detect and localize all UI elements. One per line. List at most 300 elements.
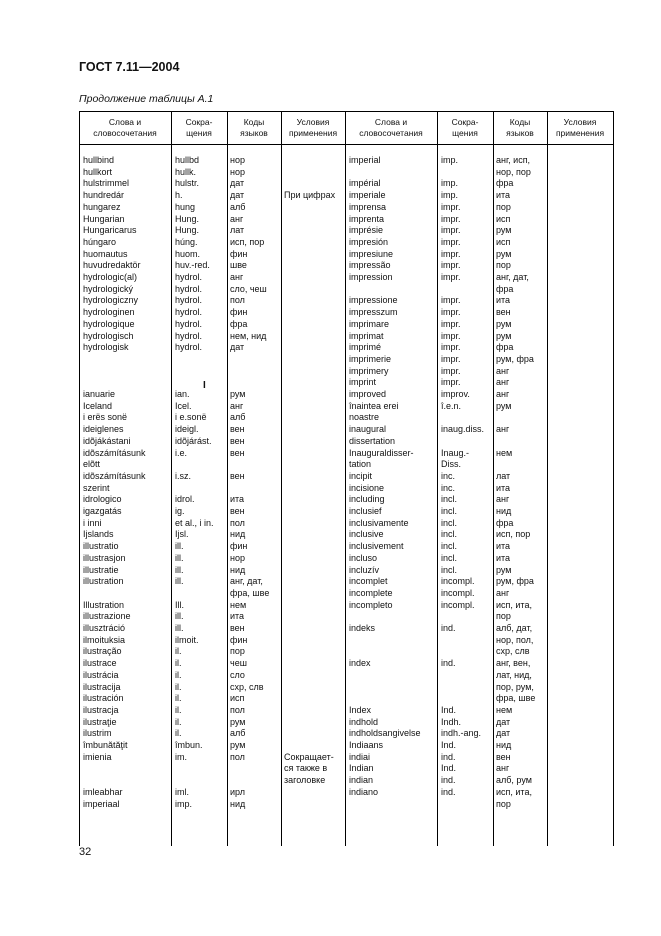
cell-abbreviation: impr.: [441, 260, 461, 271]
cell-language-codes: рум: [496, 564, 512, 575]
cell-word: tation: [349, 459, 372, 470]
cell-abbreviation: hydrol.: [175, 272, 203, 282]
cell-language-codes: исп: [496, 236, 511, 247]
cell-language-codes: дат: [496, 728, 511, 739]
cell-abbreviation: inc.: [441, 470, 456, 481]
cell-word: idõszámításunk: [83, 447, 146, 458]
cell-word: ilustraţie: [83, 716, 117, 727]
cell-word: i erës sonë: [83, 412, 128, 423]
cell-abbreviation: imp.: [175, 798, 193, 809]
cell-word: ilustrim: [83, 728, 112, 739]
cell-word: imprint: [349, 377, 377, 388]
cell-abbreviation: il.: [175, 693, 182, 704]
cell-word: illustrazione: [83, 611, 131, 622]
cell-language-codes: сло, чеш: [230, 283, 267, 294]
cell-word: hungarez: [83, 201, 121, 212]
header-words: Слова и словосочетания: [93, 117, 157, 138]
cell-word: hydrologický: [83, 283, 134, 294]
cell-language-codes: пол: [230, 704, 245, 715]
abbreviations-table: [79, 111, 614, 846]
cell-word: indiano: [349, 786, 379, 797]
cell-abbreviation: im.: [175, 751, 187, 762]
cell-abbreviation: huom.: [175, 248, 201, 259]
cell-language-codes: исп, пор: [230, 236, 265, 247]
cell-word: imprésie: [349, 225, 384, 236]
cell-word: hullbind: [83, 155, 115, 165]
table-caption: Продолжение таблицы А.1: [79, 93, 214, 105]
cell-language-codes: рум: [230, 389, 246, 399]
cell-word: imprimare: [349, 318, 390, 329]
cell-language-codes: нор: [230, 155, 245, 165]
cell-abbreviation: incompl.: [441, 587, 475, 598]
cell-word: Ijslands: [83, 529, 114, 540]
cell-language-codes: исп, пор: [496, 529, 531, 540]
cell-word: impressione: [349, 295, 398, 306]
cell-language-codes: анг: [230, 213, 244, 224]
cell-abbreviation: i e.sonë: [175, 412, 207, 423]
cell-abbreviation: Inaug.-: [441, 447, 470, 458]
cell-word: Hungarian: [83, 213, 125, 224]
cell-word: illustration: [83, 576, 124, 587]
cell-language-codes: фра: [496, 517, 514, 528]
cell-word: hulstrimmel: [83, 178, 130, 189]
cell-language-codes: фин: [230, 248, 248, 259]
cell-language-codes: фра: [496, 283, 514, 294]
cell-word: inclusivement: [349, 541, 404, 552]
cell-word: indeks: [349, 623, 376, 633]
cell-language-codes: рум: [230, 740, 246, 750]
cell-abbreviation: hydrol.: [175, 295, 203, 306]
cell-language-codes: анг, вен,: [496, 658, 531, 669]
cell-word: inclusivamente: [349, 517, 409, 528]
cell-language-codes: нид: [230, 564, 246, 575]
cell-language-codes: лат: [496, 470, 511, 481]
cell-language-codes: ита: [230, 494, 245, 505]
cell-abbreviation: il.: [175, 658, 182, 669]
cell-word: imleabhar: [83, 786, 123, 797]
cell-word: indholdsangivelse: [349, 728, 421, 739]
cell-abbreviation: ilmoit.: [175, 634, 199, 645]
cell-language-codes: сло: [230, 669, 245, 680]
cell-abbreviation: ig.: [175, 506, 185, 516]
cell-language-codes: рум, фра: [496, 353, 534, 364]
cell-abbreviation: Ind.: [441, 704, 457, 715]
cell-abbreviation: i.sz.: [175, 470, 192, 481]
cell-language-codes: рум: [496, 330, 512, 341]
cell-language-codes: вен: [230, 506, 245, 516]
cell-abbreviation: ind.: [441, 786, 456, 797]
cell-abbreviation: hung: [175, 201, 196, 212]
cell-word: hydrologique: [83, 318, 135, 329]
cell-abbreviation: impr.: [441, 365, 461, 376]
cell-language-codes: анг: [496, 365, 510, 376]
cell-language-codes: ирл: [230, 786, 245, 797]
cell-word: incluso: [349, 552, 378, 563]
cell-abbreviation: Icel.: [175, 400, 192, 411]
cell-word: imprensa: [349, 201, 387, 212]
cell-word: idrologico: [83, 494, 122, 505]
cell-word: Inauguraldisser-: [349, 447, 414, 458]
cell-language-codes: чеш: [230, 658, 247, 669]
cell-language-codes: вен: [230, 623, 245, 633]
header-words-2: Слова и словосочетания: [359, 117, 423, 138]
cell-language-codes: нем, нид: [230, 330, 267, 341]
cell-language-codes: дат: [496, 716, 511, 727]
cell-word: Iceland: [83, 400, 113, 411]
cell-word: Indiaans: [349, 740, 384, 750]
cell-word: înaintea erei: [349, 400, 399, 411]
cell-abbreviation: iml.: [175, 786, 189, 797]
cell-language-codes: алб: [230, 412, 246, 423]
cell-language-codes: анг: [496, 377, 510, 388]
cell-language-codes: вен: [496, 307, 511, 318]
cell-language-codes: анг: [230, 400, 244, 411]
cell-word: imprimery: [349, 365, 389, 376]
cell-word: impressão: [349, 260, 391, 271]
cell-word: illusztráció: [83, 623, 126, 633]
cell-word: ilustración: [83, 693, 124, 704]
cell-language-codes: фин: [230, 541, 248, 552]
cell-word: ilustrácia: [83, 669, 119, 680]
cell-word: noastre: [349, 412, 380, 423]
cell-language-codes: ита: [496, 295, 511, 306]
cell-language-codes: лат: [230, 225, 245, 236]
header-abbreviations-2: Сокра- щения: [451, 117, 479, 138]
cell-abbreviation: impr.: [441, 307, 461, 318]
cell-abbreviation: hulstr.: [175, 178, 200, 189]
cell-abbreviation: il.: [175, 704, 182, 715]
cell-abbreviation: hydrol.: [175, 283, 203, 294]
cell-abbreviation: impr.: [441, 318, 461, 329]
cell-language-codes: ита: [230, 611, 245, 622]
cell-language-codes: пор: [230, 646, 245, 657]
cell-language-codes: нид: [230, 529, 246, 540]
cell-abbreviation: idrol.: [175, 494, 195, 505]
cell-abbreviation: ind.: [441, 658, 456, 669]
cell-language-codes: пол: [230, 517, 245, 528]
cell-language-codes: фра: [230, 318, 248, 329]
cell-abbreviation: ill.: [175, 552, 184, 563]
cell-abbreviation: ind.: [441, 751, 456, 762]
cell-word: ilustração: [83, 646, 122, 657]
cell-word: incompleto: [349, 599, 393, 610]
cell-abbreviation: impr.: [441, 272, 461, 282]
cell-language-codes: вен: [230, 447, 245, 458]
cell-abbreviation: Indh.: [441, 716, 462, 727]
cell-abbreviation: Hung.: [175, 213, 200, 224]
cell-abbreviation: incl.: [441, 517, 458, 528]
cell-word: hydrologisk: [83, 342, 129, 353]
cell-language-codes: фин: [230, 307, 248, 318]
cell-abbreviation: inc.: [441, 482, 456, 493]
cell-word: improved: [349, 389, 387, 399]
cell-language-codes: исп: [230, 693, 245, 704]
cell-abbreviation: incl.: [441, 506, 458, 516]
cell-abbreviation: il.: [175, 716, 182, 727]
cell-abbreviation: húng.: [175, 236, 198, 247]
cell-abbreviation: impr.: [441, 342, 461, 353]
cell-abbreviation: il.: [175, 728, 182, 739]
cell-word: imprimat: [349, 330, 384, 341]
cell-word: incipit: [349, 470, 373, 481]
cell-language-codes: анг, дат,: [230, 576, 263, 587]
cell-word: inclusief: [349, 506, 382, 516]
cell-language-codes: фра: [496, 178, 514, 189]
cell-language-codes: анг: [496, 424, 510, 435]
cell-abbreviation: h.: [175, 190, 183, 201]
cell-word: imienia: [83, 751, 112, 762]
cell-language-codes: вен: [496, 751, 511, 762]
cell-abbreviation: incl.: [441, 552, 458, 563]
cell-word: idõjákástani: [83, 435, 131, 446]
cell-language-codes: нор, пол,: [496, 634, 534, 645]
cell-word: hullkort: [83, 166, 113, 177]
section-letter-heading: I: [203, 380, 206, 391]
cell-word: indiai: [349, 751, 371, 762]
cell-abbreviation: hydrol.: [175, 307, 203, 318]
cell-word: szerint: [83, 482, 110, 493]
cell-language-codes: рум: [496, 318, 512, 329]
cell-word: incomplete: [349, 587, 393, 598]
header-abbreviations: Сокра- щения: [185, 117, 213, 138]
cell-language-codes: пол: [230, 295, 245, 306]
cell-language-codes: фра, шве: [230, 587, 270, 598]
cell-word: imperiale: [349, 190, 386, 201]
cell-abbreviation: huv.-red.: [175, 260, 210, 271]
cell-language-codes: фин: [230, 634, 248, 645]
cell-word: incomplet: [349, 576, 388, 587]
cell-abbreviation: impr.: [441, 377, 461, 388]
cell-abbreviation: ill.: [175, 611, 184, 622]
cell-abbreviation: il.: [175, 681, 182, 692]
cell-abbreviation: ill.: [175, 623, 184, 633]
cell-word: Illustration: [83, 599, 125, 610]
cell-word: imperial: [349, 155, 381, 165]
cell-language-codes: шве: [230, 260, 247, 271]
cell-word: hydrologiczny: [83, 295, 139, 306]
cell-language-codes: алб, рум: [496, 775, 532, 786]
cell-word: Hungaricarus: [83, 225, 137, 236]
cell-word: huomautus: [83, 248, 128, 259]
cell-word: incisione: [349, 482, 385, 493]
cell-word: impresiune: [349, 248, 394, 259]
cell-abbreviation: Ind.: [441, 740, 457, 750]
cell-language-codes: алб: [230, 201, 246, 212]
cell-language-codes: схр, слв: [496, 646, 530, 657]
cell-word: ianuarie: [83, 389, 116, 399]
cell-abbreviation: Hung.: [175, 225, 200, 236]
header-language-codes-2: Коды языков: [506, 117, 534, 138]
cell-language-codes: нид: [230, 798, 246, 809]
cell-abbreviation: incompl.: [441, 599, 475, 610]
cell-abbreviation: ind.: [441, 775, 456, 786]
cell-abbreviation: îmbun.: [175, 740, 203, 750]
cell-language-codes: ита: [496, 552, 511, 563]
cell-abbreviation: impr.: [441, 353, 461, 364]
cell-word: ilustracja: [83, 704, 119, 715]
cell-abbreviation: hydrol.: [175, 318, 203, 329]
cell-word: imprenta: [349, 213, 385, 224]
cell-word: inclusive: [349, 529, 384, 540]
cell-abbreviation: incompl.: [441, 576, 475, 587]
cell-abbreviation: incl.: [441, 494, 458, 505]
cell-word: index: [349, 658, 371, 669]
cell-language-codes: пол: [230, 751, 245, 762]
cell-language-codes: анг: [496, 763, 510, 774]
cell-word: indhold: [349, 716, 379, 727]
cell-language-codes: нем: [496, 704, 513, 715]
cell-abbreviation: ill.: [175, 541, 184, 552]
cell-word: Index: [349, 704, 372, 715]
cell-language-codes: рум: [230, 716, 246, 727]
cell-language-codes: нор: [230, 552, 245, 563]
cell-language-codes: исп: [496, 213, 511, 224]
cell-abbreviation: il.: [175, 669, 182, 680]
cell-word: ilustracija: [83, 681, 121, 692]
cell-language-codes: исп, ита,: [496, 599, 532, 610]
cell-language-codes: алб, дат,: [496, 623, 533, 633]
cell-conditions: ся также в: [284, 763, 328, 774]
cell-language-codes: вен: [230, 424, 245, 435]
cell-word: inaugural: [349, 424, 387, 435]
cell-language-codes: пор: [496, 798, 511, 809]
cell-abbreviation: ill.: [175, 564, 184, 575]
cell-abbreviation: hydrol.: [175, 330, 203, 341]
cell-word: idõszámításunk: [83, 470, 146, 481]
cell-language-codes: пор: [496, 201, 511, 212]
cell-language-codes: пор: [496, 260, 511, 271]
header-conditions: Условия применения: [288, 117, 338, 138]
cell-word: hydrologinen: [83, 307, 135, 318]
header-language-codes: Коды языков: [240, 117, 268, 138]
cell-language-codes: вен: [230, 435, 245, 446]
cell-abbreviation: î.e.n.: [441, 400, 462, 411]
cell-abbreviation: il.: [175, 646, 182, 657]
cell-abbreviation: impr.: [441, 236, 461, 247]
cell-word: impérial: [349, 178, 381, 189]
cell-language-codes: анг: [230, 272, 244, 282]
cell-word: impresszum: [349, 307, 398, 318]
cell-language-codes: анг: [496, 389, 510, 399]
cell-abbreviation: Ind.: [441, 763, 457, 774]
cell-language-codes: дат: [230, 190, 245, 201]
cell-word: imperiaal: [83, 798, 120, 809]
cell-abbreviation: idõjárást.: [175, 435, 212, 446]
cell-word: illustratio: [83, 541, 119, 552]
cell-conditions: Сокращает-: [284, 751, 334, 762]
cell-language-codes: дат: [230, 178, 245, 189]
cell-language-codes: рум: [496, 225, 512, 236]
cell-abbreviation: Ijsl.: [175, 529, 189, 540]
cell-language-codes: рум: [496, 400, 512, 411]
cell-abbreviation: incl.: [441, 541, 458, 552]
cell-word: ilmoituksia: [83, 634, 126, 645]
cell-conditions: заголовке: [284, 775, 326, 786]
cell-abbreviation: ind.: [441, 623, 456, 633]
cell-abbreviation: inaug.diss.: [441, 424, 485, 435]
cell-abbreviation: improv.: [441, 389, 470, 399]
cell-word: imprimerie: [349, 353, 392, 364]
cell-word: including: [349, 494, 385, 505]
cell-language-codes: анг: [496, 494, 510, 505]
cell-language-codes: рум: [496, 248, 512, 259]
cell-abbreviation: Diss.: [441, 459, 461, 470]
cell-abbreviation: incl.: [441, 564, 458, 575]
cell-word: i inni: [83, 517, 102, 528]
cell-language-codes: дат: [230, 342, 245, 353]
cell-abbreviation: impr.: [441, 225, 461, 236]
cell-language-codes: алб: [230, 728, 246, 739]
cell-language-codes: нем: [496, 447, 513, 458]
cell-word: ilustrace: [83, 658, 117, 669]
cell-abbreviation: impr.: [441, 248, 461, 259]
cell-abbreviation: impr.: [441, 330, 461, 341]
cell-word: incluzív: [349, 564, 380, 575]
cell-abbreviation: incl.: [441, 529, 458, 540]
cell-word: hydrologisch: [83, 330, 134, 341]
cell-word: îmbunătăţit: [83, 740, 128, 750]
cell-abbreviation: i.e.: [175, 447, 188, 458]
cell-language-codes: нид: [496, 740, 512, 750]
cell-abbreviation: impr.: [441, 201, 461, 212]
cell-abbreviation: ill.: [175, 576, 184, 587]
cell-language-codes: анг: [496, 587, 510, 598]
cell-language-codes: схр, слв: [230, 681, 264, 692]
cell-language-codes: анг, исп,: [496, 155, 531, 165]
cell-word: impression: [349, 272, 393, 282]
cell-word: hundredár: [83, 190, 125, 201]
cell-conditions: При цифрах: [284, 190, 336, 201]
cell-language-codes: исп, ита,: [496, 786, 532, 797]
cell-abbreviation: indh.-ang.: [441, 728, 482, 739]
cell-abbreviation: Ill.: [175, 599, 184, 610]
cell-word: hydrologic(al): [83, 272, 138, 282]
cell-word: impresión: [349, 236, 389, 247]
cell-language-codes: вен: [230, 470, 245, 481]
cell-language-codes: ита: [496, 190, 511, 201]
page-number: 32: [79, 846, 92, 858]
cell-language-codes: фра: [496, 342, 514, 353]
cell-abbreviation: ideigl.: [175, 424, 199, 435]
cell-language-codes: пор: [496, 611, 511, 622]
cell-word: illustratie: [83, 564, 119, 575]
cell-abbreviation: impr.: [441, 295, 461, 306]
cell-word: Indian: [349, 763, 374, 774]
cell-abbreviation: impr.: [441, 213, 461, 224]
cell-language-codes: нем: [230, 599, 247, 610]
cell-language-codes: рум, фра: [496, 576, 534, 587]
cell-language-codes: фра, шве: [496, 693, 536, 704]
cell-word: dissertation: [349, 435, 396, 446]
cell-language-codes: нор: [230, 166, 245, 177]
cell-word: imprimé: [349, 342, 382, 353]
cell-word: húngaro: [83, 236, 117, 247]
cell-abbreviation: ian.: [175, 389, 190, 399]
header-conditions-2: Условия применения: [555, 117, 605, 138]
cell-word: indian: [349, 775, 374, 786]
cell-word: elõtt: [83, 459, 101, 470]
cell-language-codes: ита: [496, 482, 511, 493]
cell-word: igazgatás: [83, 506, 122, 516]
standard-code: ГОСТ 7.11—2004: [79, 60, 180, 74]
cell-language-codes: нид: [496, 506, 512, 516]
cell-abbreviation: hydrol.: [175, 342, 203, 353]
cell-language-codes: лат, нид,: [496, 669, 532, 680]
cell-abbreviation: hullbd: [175, 155, 200, 165]
cell-language-codes: пор, рум,: [496, 681, 534, 692]
cell-language-codes: анг, дат,: [496, 272, 529, 282]
cell-abbreviation: imp.: [441, 190, 459, 201]
